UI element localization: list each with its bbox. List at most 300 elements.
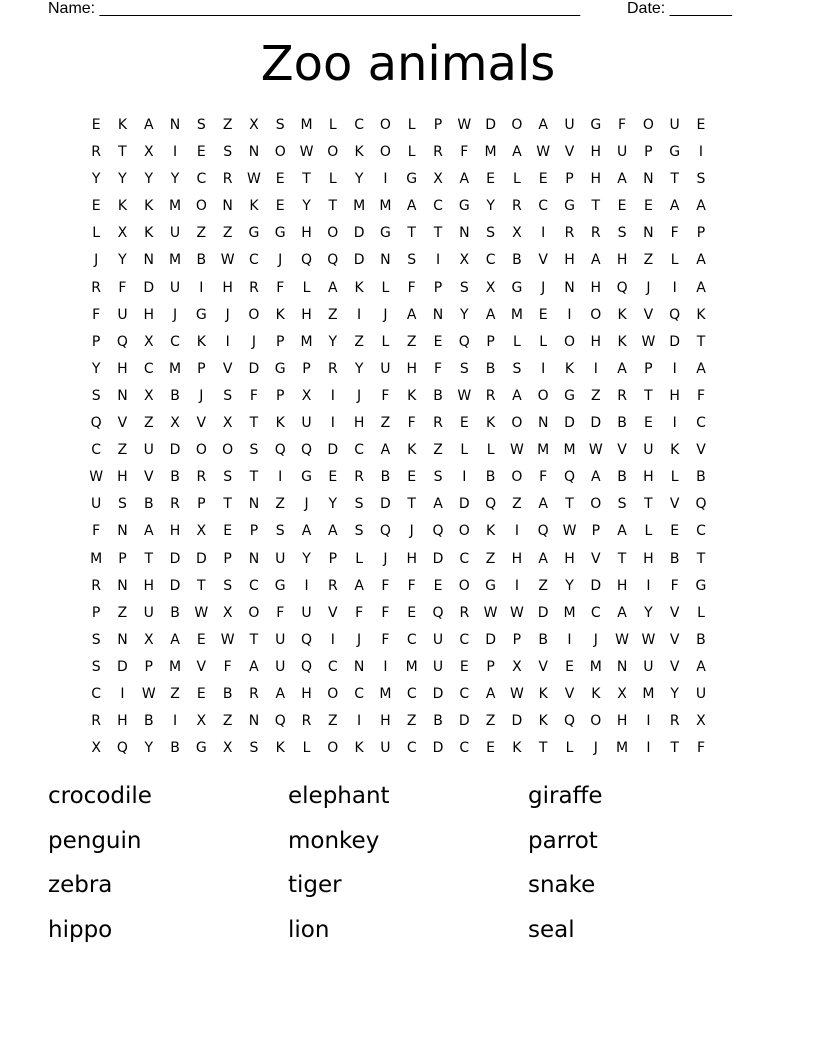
grid-cell[interactable]: P — [486, 333, 495, 350]
grid-cell[interactable]: X — [222, 604, 233, 621]
grid-cell[interactable]: V — [564, 685, 575, 702]
grid-cell[interactable]: R — [459, 604, 470, 621]
grid-cell[interactable]: O — [511, 117, 523, 133]
grid-cell[interactable]: Z — [406, 333, 417, 350]
grid-cell[interactable]: T — [538, 740, 548, 757]
grid-cell[interactable]: Z — [485, 550, 496, 567]
grid-cell[interactable]: J — [94, 252, 99, 269]
grid-cell[interactable]: Q — [327, 252, 339, 269]
grid-cell[interactable]: I — [593, 360, 598, 377]
grid-cell[interactable]: S — [91, 387, 101, 404]
grid-cell[interactable]: S — [91, 658, 101, 675]
grid-cell[interactable]: G — [274, 360, 286, 377]
grid-cell[interactable]: Q — [563, 713, 575, 730]
grid-cell[interactable]: P — [276, 387, 285, 404]
grid-cell[interactable]: B — [196, 252, 207, 269]
grid-cell[interactable]: N — [643, 225, 654, 242]
grid-cell[interactable]: A — [380, 442, 391, 459]
grid-cell[interactable]: L — [539, 333, 548, 350]
grid-cell[interactable]: M — [300, 333, 313, 350]
grid-cell[interactable]: H — [222, 279, 233, 296]
grid-cell[interactable]: I — [120, 685, 125, 702]
grid-cell[interactable]: T — [617, 550, 627, 567]
grid-cell[interactable]: T — [670, 740, 679, 757]
grid-cell[interactable]: G — [406, 171, 418, 188]
grid-cell[interactable]: X — [143, 144, 154, 161]
grid-cell[interactable]: N — [353, 658, 365, 675]
grid-cell[interactable]: B — [538, 631, 548, 648]
grid-cell[interactable]: T — [407, 496, 416, 513]
grid-cell[interactable]: U — [643, 442, 654, 459]
grid-cell[interactable]: Z — [380, 415, 391, 432]
grid-cell[interactable]: K — [275, 740, 285, 757]
grid-cell[interactable]: J — [541, 279, 546, 296]
grid-cell[interactable]: Z — [512, 496, 522, 513]
grid-cell[interactable]: M — [405, 658, 418, 675]
grid-cell[interactable]: S — [407, 252, 417, 269]
grid-cell[interactable]: H — [564, 550, 575, 567]
grid-cell[interactable]: Y — [144, 171, 154, 188]
grid-cell[interactable]: K — [117, 117, 128, 133]
grid-cell[interactable]: X — [222, 415, 233, 432]
grid-cell[interactable]: Z — [538, 577, 548, 594]
grid-cell[interactable]: D — [169, 577, 181, 594]
grid-cell[interactable]: D — [432, 550, 444, 567]
grid-cell[interactable]: A — [538, 496, 548, 513]
grid-cell[interactable]: L — [407, 144, 416, 161]
grid-cell[interactable]: L — [565, 740, 574, 757]
grid-cell[interactable]: W — [641, 631, 656, 648]
grid-cell[interactable]: W — [220, 631, 235, 648]
grid-cell[interactable]: T — [144, 550, 154, 567]
grid-cell[interactable]: I — [199, 279, 204, 296]
grid-cell[interactable]: E — [459, 658, 469, 675]
grid-cell[interactable]: R — [433, 144, 443, 161]
grid-cell[interactable]: R — [91, 577, 102, 594]
grid-cell[interactable]: D — [590, 415, 602, 432]
grid-cell[interactable]: K — [354, 144, 364, 161]
grid-cell[interactable]: M — [484, 144, 497, 161]
grid-cell[interactable]: I — [278, 469, 283, 486]
grid-cell[interactable]: C — [696, 523, 706, 540]
grid-cell[interactable]: O — [511, 469, 523, 486]
grid-cell[interactable]: B — [433, 387, 443, 404]
grid-cell[interactable]: D — [432, 685, 444, 702]
grid-cell[interactable]: R — [669, 713, 680, 730]
grid-cell[interactable]: J — [383, 306, 388, 323]
grid-cell[interactable]: Z — [485, 713, 496, 730]
grid-cell[interactable]: Z — [328, 713, 338, 730]
grid-cell[interactable]: P — [249, 523, 259, 540]
grid-cell[interactable]: Y — [460, 306, 469, 323]
grid-cell[interactable]: J — [593, 740, 598, 757]
grid-cell[interactable]: K — [696, 306, 706, 323]
grid-cell[interactable]: T — [644, 496, 653, 513]
grid-cell[interactable]: N — [616, 658, 628, 675]
grid-cell[interactable]: Y — [644, 604, 653, 621]
grid-cell[interactable]: H — [117, 360, 128, 377]
grid-cell[interactable]: P — [433, 117, 443, 133]
grid-cell[interactable]: C — [433, 198, 443, 215]
grid-cell[interactable]: K — [512, 740, 522, 757]
grid-cell[interactable]: M — [353, 198, 366, 215]
grid-cell[interactable]: Z — [196, 225, 207, 242]
grid-cell[interactable]: Q — [695, 496, 707, 513]
grid-cell[interactable]: D — [564, 415, 575, 432]
grid-cell[interactable]: Q — [432, 523, 444, 540]
grid-cell[interactable]: T — [249, 415, 259, 432]
grid-cell[interactable]: O — [563, 333, 575, 350]
grid-cell[interactable]: V — [643, 306, 654, 323]
grid-cell[interactable]: E — [486, 171, 496, 188]
grid-cell[interactable]: C — [91, 442, 102, 459]
grid-cell[interactable]: R — [249, 279, 259, 296]
grid-cell[interactable]: B — [512, 252, 522, 269]
grid-cell[interactable]: J — [251, 333, 256, 350]
grid-cell[interactable]: P — [276, 333, 285, 350]
grid-cell[interactable]: J — [357, 631, 362, 648]
grid-cell[interactable]: A — [433, 496, 443, 513]
grid-cell[interactable]: G — [669, 144, 681, 161]
grid-cell[interactable]: M — [563, 604, 576, 621]
grid-cell[interactable]: B — [170, 740, 180, 757]
grid-cell[interactable]: M — [379, 198, 392, 215]
grid-cell[interactable]: L — [512, 333, 521, 350]
grid-cell[interactable]: C — [459, 550, 470, 567]
grid-cell[interactable]: P — [433, 279, 443, 296]
grid-cell[interactable]: S — [275, 523, 285, 540]
grid-cell[interactable]: Q — [537, 523, 549, 540]
grid-cell[interactable]: H — [643, 550, 654, 567]
grid-cell[interactable]: K — [617, 333, 627, 350]
grid-cell[interactable]: K — [144, 225, 154, 242]
grid-cell[interactable]: E — [565, 658, 574, 675]
grid-cell[interactable]: W — [483, 604, 498, 621]
grid-cell[interactable]: A — [301, 523, 312, 540]
grid-cell[interactable]: P — [512, 631, 522, 648]
grid-cell[interactable]: K — [117, 198, 128, 215]
grid-cell[interactable]: F — [618, 117, 627, 133]
grid-cell[interactable]: Z — [117, 604, 128, 621]
grid-cell[interactable]: S — [91, 631, 101, 648]
grid-cell[interactable]: C — [590, 604, 601, 621]
grid-cell[interactable]: W — [194, 604, 209, 621]
grid-cell[interactable]: N — [564, 279, 575, 296]
grid-cell[interactable]: F — [92, 306, 101, 323]
grid-cell[interactable]: W — [247, 171, 261, 188]
grid-cell[interactable]: A — [617, 523, 627, 540]
grid-cell[interactable]: S — [354, 523, 364, 540]
grid-cell[interactable]: H — [511, 550, 523, 567]
grid-cell[interactable]: R — [91, 144, 102, 161]
grid-cell[interactable]: R — [433, 415, 443, 432]
grid-cell[interactable]: W — [220, 252, 235, 269]
grid-cell[interactable]: V — [196, 658, 207, 675]
grid-cell[interactable]: N — [117, 577, 128, 594]
grid-cell[interactable]: B — [143, 713, 154, 730]
grid-cell[interactable]: U — [275, 550, 286, 567]
grid-cell[interactable]: U — [432, 631, 444, 648]
grid-cell[interactable]: Z — [222, 117, 233, 133]
grid-cell[interactable]: I — [172, 144, 178, 161]
grid-cell[interactable]: I — [514, 523, 519, 540]
grid-cell[interactable]: E — [91, 117, 101, 133]
grid-cell[interactable]: U — [432, 658, 444, 675]
grid-cell[interactable]: E — [223, 523, 233, 540]
grid-cell[interactable]: K — [144, 198, 154, 215]
grid-cell[interactable]: T — [118, 144, 127, 161]
grid-cell[interactable]: K — [617, 306, 627, 323]
grid-cell[interactable]: F — [92, 523, 101, 540]
grid-cell[interactable]: N — [380, 252, 391, 269]
grid-cell[interactable]: S — [223, 577, 233, 594]
grid-cell[interactable]: A — [696, 198, 706, 215]
grid-cell[interactable]: N — [248, 496, 260, 513]
grid-cell[interactable]: M — [168, 252, 182, 269]
grid-cell[interactable]: O — [511, 415, 523, 432]
grid-cell[interactable]: N — [537, 415, 549, 432]
grid-cell[interactable]: F — [696, 740, 705, 757]
grid-cell[interactable]: A — [617, 604, 627, 621]
grid-cell[interactable]: R — [196, 469, 207, 486]
grid-cell[interactable]: T — [670, 171, 679, 188]
grid-cell[interactable]: J — [225, 306, 230, 323]
grid-cell[interactable]: D — [537, 604, 549, 621]
grid-cell[interactable]: U — [143, 442, 154, 459]
grid-cell[interactable]: V — [538, 658, 548, 675]
grid-cell[interactable]: R — [170, 496, 180, 513]
grid-cell[interactable]: S — [275, 117, 285, 133]
grid-cell[interactable]: C — [485, 252, 496, 269]
grid-cell[interactable]: R — [249, 685, 259, 702]
grid-cell[interactable]: I — [330, 415, 335, 432]
grid-cell[interactable]: L — [460, 442, 469, 459]
grid-cell[interactable]: P — [197, 360, 206, 377]
grid-cell[interactable]: T — [565, 496, 574, 513]
grid-cell[interactable]: G — [458, 198, 470, 215]
grid-cell[interactable]: O — [195, 198, 207, 215]
grid-cell[interactable]: R — [485, 387, 496, 404]
grid-cell[interactable]: V — [117, 415, 128, 432]
grid-cell[interactable]: U — [143, 604, 154, 621]
grid-cell[interactable]: B — [617, 415, 627, 432]
grid-cell[interactable]: D — [327, 442, 339, 459]
grid-cell[interactable]: D — [458, 496, 470, 513]
grid-cell[interactable]: M — [642, 685, 655, 702]
grid-cell[interactable]: U — [564, 117, 575, 133]
grid-cell[interactable]: Q — [274, 713, 286, 730]
grid-cell[interactable]: R — [512, 198, 522, 215]
grid-cell[interactable]: C — [170, 333, 180, 350]
grid-cell[interactable]: H — [616, 713, 628, 730]
grid-cell[interactable]: U — [380, 360, 391, 377]
grid-cell[interactable]: V — [696, 442, 706, 459]
grid-cell[interactable]: J — [357, 387, 362, 404]
grid-cell[interactable]: Z — [354, 333, 364, 350]
grid-cell[interactable]: E — [696, 117, 706, 133]
grid-cell[interactable]: G — [485, 577, 497, 594]
grid-cell[interactable]: U — [616, 144, 628, 161]
grid-cell[interactable]: C — [459, 740, 470, 757]
grid-cell[interactable]: D — [169, 550, 181, 567]
grid-cell[interactable]: K — [354, 740, 364, 757]
grid-cell[interactable]: A — [591, 469, 601, 486]
grid-cell[interactable]: P — [197, 496, 206, 513]
grid-cell[interactable]: L — [644, 523, 653, 540]
grid-cell[interactable]: Q — [458, 333, 470, 350]
grid-cell[interactable]: R — [617, 387, 627, 404]
grid-cell[interactable]: F — [433, 360, 443, 377]
grid-cell[interactable]: R — [91, 279, 102, 296]
grid-cell[interactable]: H — [380, 713, 391, 730]
grid-cell[interactable]: M — [168, 360, 182, 377]
grid-cell[interactable]: Z — [406, 713, 417, 730]
grid-cell[interactable]: O — [590, 496, 602, 513]
grid-cell[interactable]: G — [564, 387, 575, 404]
grid-cell[interactable]: F — [355, 604, 364, 621]
grid-cell[interactable]: P — [644, 144, 653, 161]
grid-cell[interactable]: K — [486, 523, 496, 540]
grid-cell[interactable]: R — [327, 360, 338, 377]
grid-cell[interactable]: H — [590, 144, 602, 161]
grid-cell[interactable]: A — [406, 306, 417, 323]
grid-cell[interactable]: L — [512, 171, 521, 188]
grid-cell[interactable]: J — [409, 523, 414, 540]
grid-cell[interactable]: I — [383, 658, 388, 675]
grid-cell[interactable]: Y — [170, 171, 180, 188]
grid-cell[interactable]: Q — [669, 306, 681, 323]
grid-cell[interactable]: F — [670, 225, 679, 242]
grid-cell[interactable]: F — [223, 658, 232, 675]
grid-cell[interactable]: Q — [485, 496, 497, 513]
grid-cell[interactable]: X — [485, 279, 496, 296]
grid-cell[interactable]: M — [510, 306, 523, 323]
grid-cell[interactable]: P — [223, 550, 232, 567]
grid-cell[interactable]: M — [563, 442, 576, 459]
grid-cell[interactable]: I — [672, 415, 677, 432]
grid-cell[interactable]: M — [300, 117, 313, 133]
grid-cell[interactable]: Y — [354, 171, 364, 188]
grid-cell[interactable]: D — [248, 360, 260, 377]
grid-cell[interactable]: O — [274, 144, 286, 161]
grid-cell[interactable]: R — [327, 577, 338, 594]
grid-cell[interactable]: Z — [222, 713, 233, 730]
grid-cell[interactable]: S — [354, 496, 364, 513]
grid-cell[interactable]: N — [459, 225, 470, 242]
grid-cell[interactable]: B — [170, 604, 180, 621]
grid-cell[interactable]: X — [91, 740, 101, 757]
grid-cell[interactable]: C — [538, 198, 549, 215]
grid-cell[interactable]: X — [459, 252, 470, 269]
grid-cell[interactable]: K — [407, 387, 417, 404]
grid-cell[interactable]: W — [89, 469, 104, 486]
grid-cell[interactable]: E — [196, 144, 206, 161]
grid-cell[interactable]: Z — [643, 252, 654, 269]
grid-cell[interactable]: E — [670, 523, 680, 540]
grid-cell[interactable]: P — [486, 658, 495, 675]
grid-cell[interactable]: M — [589, 658, 602, 675]
grid-cell[interactable]: P — [302, 360, 311, 377]
grid-cell[interactable]: I — [567, 306, 572, 323]
grid-cell[interactable]: Z — [433, 442, 443, 459]
grid-cell[interactable]: D — [195, 550, 207, 567]
grid-cell[interactable]: A — [696, 360, 706, 377]
grid-cell[interactable]: A — [328, 523, 338, 540]
grid-cell[interactable]: H — [590, 171, 602, 188]
grid-cell[interactable]: S — [223, 469, 233, 486]
grid-cell[interactable]: O — [248, 604, 260, 621]
grid-cell[interactable]: D — [485, 631, 496, 648]
grid-cell[interactable]: N — [432, 306, 444, 323]
grid-cell[interactable]: P — [696, 225, 706, 242]
grid-cell[interactable]: Y — [118, 171, 127, 188]
grid-cell[interactable]: D — [511, 713, 523, 730]
grid-cell[interactable]: W — [457, 387, 472, 404]
grid-cell[interactable]: A — [696, 252, 706, 269]
grid-cell[interactable]: L — [697, 604, 705, 621]
grid-cell[interactable]: D — [117, 658, 128, 675]
grid-cell[interactable]: S — [118, 496, 127, 513]
grid-cell[interactable]: F — [407, 415, 416, 432]
grid-cell[interactable]: K — [354, 279, 364, 296]
grid-cell[interactable]: S — [223, 387, 233, 404]
grid-cell[interactable]: U — [669, 117, 680, 133]
grid-cell[interactable]: H — [643, 469, 654, 486]
grid-cell[interactable]: C — [696, 415, 706, 432]
grid-cell[interactable]: F — [381, 631, 390, 648]
grid-cell[interactable]: Z — [328, 306, 338, 323]
grid-cell[interactable]: V — [196, 415, 207, 432]
grid-cell[interactable]: Y — [354, 360, 364, 377]
grid-cell[interactable]: O — [379, 144, 391, 161]
grid-cell[interactable]: V — [617, 442, 627, 459]
grid-cell[interactable]: A — [143, 523, 154, 540]
grid-cell[interactable]: Z — [222, 225, 233, 242]
grid-cell[interactable]: X — [249, 117, 259, 133]
grid-cell[interactable]: D — [432, 740, 444, 757]
grid-cell[interactable]: D — [669, 333, 681, 350]
grid-cell[interactable]: N — [248, 713, 260, 730]
grid-cell[interactable]: R — [301, 713, 312, 730]
grid-cell[interactable]: Y — [670, 685, 679, 702]
grid-cell[interactable]: L — [355, 550, 364, 567]
grid-cell[interactable]: K — [249, 198, 259, 215]
grid-cell[interactable]: E — [407, 604, 417, 621]
grid-cell[interactable]: N — [643, 171, 654, 188]
grid-cell[interactable]: E — [538, 306, 548, 323]
grid-cell[interactable]: K — [538, 685, 548, 702]
grid-cell[interactable]: O — [537, 387, 549, 404]
grid-cell[interactable]: R — [91, 713, 102, 730]
grid-cell[interactable]: S — [512, 360, 522, 377]
grid-cell[interactable]: S — [486, 225, 496, 242]
grid-cell[interactable]: A — [485, 685, 496, 702]
grid-cell[interactable]: I — [383, 171, 388, 188]
grid-cell[interactable]: M — [616, 740, 629, 757]
grid-cell[interactable]: R — [354, 469, 364, 486]
grid-cell[interactable]: Q — [301, 252, 313, 269]
grid-cell[interactable]: E — [643, 415, 653, 432]
grid-cell[interactable]: E — [433, 333, 443, 350]
grid-cell[interactable]: E — [275, 198, 285, 215]
grid-cell[interactable]: V — [669, 496, 680, 513]
grid-cell[interactable]: W — [141, 685, 156, 702]
grid-cell[interactable]: C — [249, 577, 259, 594]
grid-cell[interactable]: U — [643, 658, 654, 675]
grid-cell[interactable]: G — [590, 117, 602, 133]
grid-cell[interactable]: M — [537, 442, 550, 459]
grid-cell[interactable]: Z — [170, 685, 180, 702]
